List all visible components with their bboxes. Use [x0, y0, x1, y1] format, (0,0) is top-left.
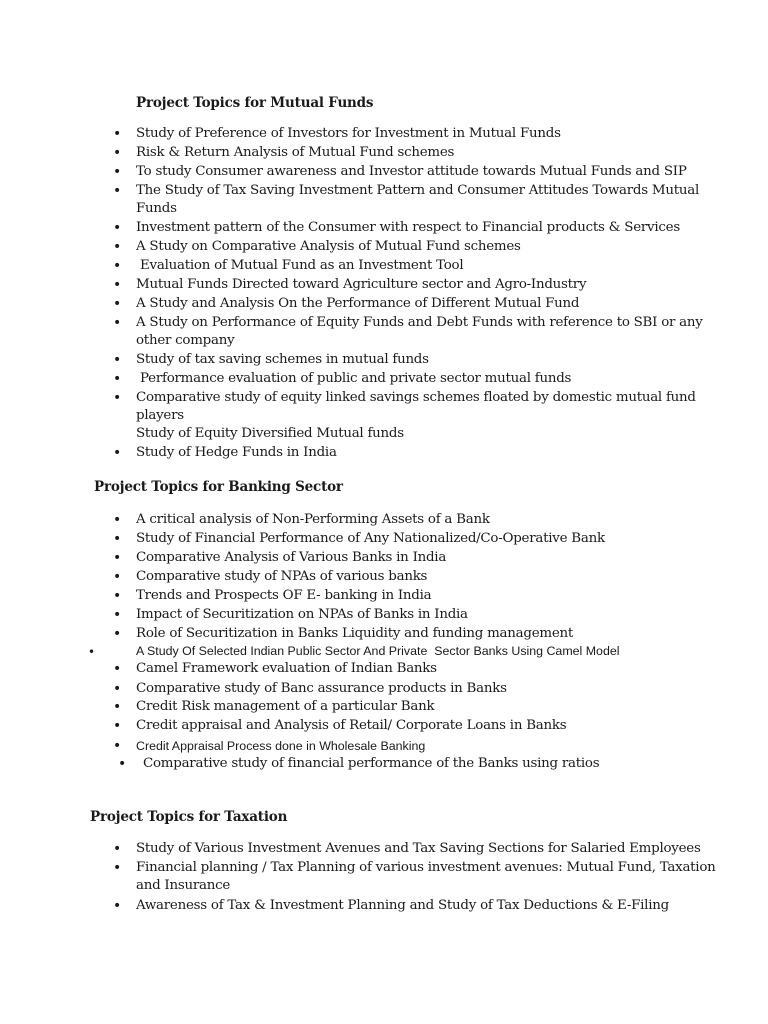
bullet-icon: • — [113, 626, 122, 642]
bullet-icon: • — [113, 531, 122, 547]
list-item: Credit Risk management of a particular Bank — [136, 699, 435, 714]
bullet-icon: • — [113, 681, 122, 697]
section-heading-banking-sector: Project Topics for Banking Sector — [94, 479, 343, 495]
bullet-icon: • — [113, 699, 122, 715]
bullet-icon: • — [113, 860, 122, 876]
bullet-icon: • — [113, 183, 122, 199]
bullet-icon: • — [113, 164, 122, 180]
bullet-icon: • — [113, 841, 122, 857]
bullet-icon: • — [113, 277, 122, 293]
list-item-continuation: Funds — [136, 201, 177, 216]
list-item: Credit Appraisal Process done in Wholesale Banking — [136, 739, 426, 753]
list-item: Impact of Securitization on NPAs of Banks in India — [136, 607, 468, 622]
list-item: Comparative study of equity linked savings schemes floated by domestic mutual fund — [136, 390, 696, 405]
list-item-continuation: Study of Equity Diversified Mutual funds — [136, 426, 404, 441]
list-item: To study Consumer awareness and Investor attitude towards Mutual Funds and SIP — [136, 164, 687, 179]
bullet-icon: • — [113, 239, 122, 255]
list-item: Performance evaluation of public and private sector mutual funds — [136, 371, 572, 386]
list-item: Investment pattern of the Consumer with respect to Financial products & Services — [136, 220, 680, 235]
bullet-icon: • — [88, 645, 96, 659]
bullet-icon: • — [113, 550, 122, 566]
bullet-icon: • — [113, 220, 122, 236]
bullet-icon: • — [113, 126, 122, 142]
list-item-continuation: players — [136, 408, 184, 423]
section-heading-mutual-funds: Project Topics for Mutual Funds — [136, 95, 374, 111]
list-item: Study of Hedge Funds in India — [136, 445, 337, 460]
section-heading-taxation: Project Topics for Taxation — [90, 809, 288, 825]
bullet-icon: • — [113, 371, 122, 387]
list-item: Comparative Analysis of Various Banks in India — [136, 550, 447, 565]
list-item: The Study of Tax Saving Investment Pattern and Consumer Attitudes Towards Mutual — [136, 183, 699, 198]
list-item: Credit appraisal and Analysis of Retail/ Corporate Loans in Banks — [136, 718, 567, 733]
bullet-icon: • — [113, 661, 122, 677]
bullet-icon: • — [113, 738, 122, 754]
list-item: Financial planning / Tax Planning of various investment avenues: Mutual Fund, Taxation — [136, 860, 716, 875]
bullet-icon: • — [113, 352, 122, 368]
list-item: Comparative study of NPAs of various banks — [136, 569, 428, 584]
list-item: Evaluation of Mutual Fund as an Investment Tool — [136, 258, 464, 273]
list-item: Study of tax saving schemes in mutual funds — [136, 352, 429, 367]
list-item: A Study on Comparative Analysis of Mutual Fund schemes — [136, 239, 521, 254]
bullet-icon: • — [113, 445, 122, 461]
bullet-icon: • — [113, 718, 122, 734]
list-item: Study of Financial Performance of Any Nationalized/Co-Operative Bank — [136, 531, 605, 546]
list-item-continuation: other company — [136, 333, 235, 348]
bullet-icon: • — [113, 569, 122, 585]
list-item: Risk & Return Analysis of Mutual Fund schemes — [136, 145, 455, 160]
list-item: Trends and Prospects OF E- banking in India — [136, 588, 432, 603]
list-item: A Study and Analysis On the Performance of Different Mutual Fund — [136, 296, 580, 311]
bullet-icon: • — [113, 607, 122, 623]
list-item-continuation: and Insurance — [136, 878, 231, 893]
list-item: Mutual Funds Directed toward Agriculture sector and Agro-Industry — [136, 277, 587, 292]
list-item: A critical analysis of Non-Performing Assets of a Bank — [136, 512, 490, 527]
bullet-icon: • — [113, 390, 122, 406]
bullet-icon: • — [113, 898, 122, 914]
list-item: Camel Framework evaluation of Indian Banks — [136, 661, 437, 676]
bullet-icon: • — [118, 756, 127, 772]
list-item: Comparative study of financial performance of the Banks using ratios — [143, 756, 600, 771]
bullet-icon: • — [113, 258, 122, 274]
bullet-icon: • — [113, 296, 122, 312]
list-item: Study of Preference of Investors for Investment in Mutual Funds — [136, 126, 561, 141]
bullet-icon: • — [113, 588, 122, 604]
list-item: Comparative study of Banc assurance products in Banks — [136, 681, 507, 696]
list-item: Study of Various Investment Avenues and Tax Saving Sections for Salaried Employees — [136, 841, 701, 856]
list-item: Role of Securitization in Banks Liquidity and funding management — [136, 626, 574, 641]
list-item: A Study Of Selected Indian Public Sector And Private Sector Banks Using Camel Model — [136, 644, 620, 658]
list-item: Awareness of Tax & Investment Planning and Study of Tax Deductions & E-Filing — [136, 898, 669, 913]
bullet-icon: • — [113, 145, 122, 161]
bullet-icon: • — [113, 315, 122, 331]
bullet-icon: • — [113, 512, 122, 528]
list-item: A Study on Performance of Equity Funds and Debt Funds with reference to SBI or any — [136, 315, 703, 330]
